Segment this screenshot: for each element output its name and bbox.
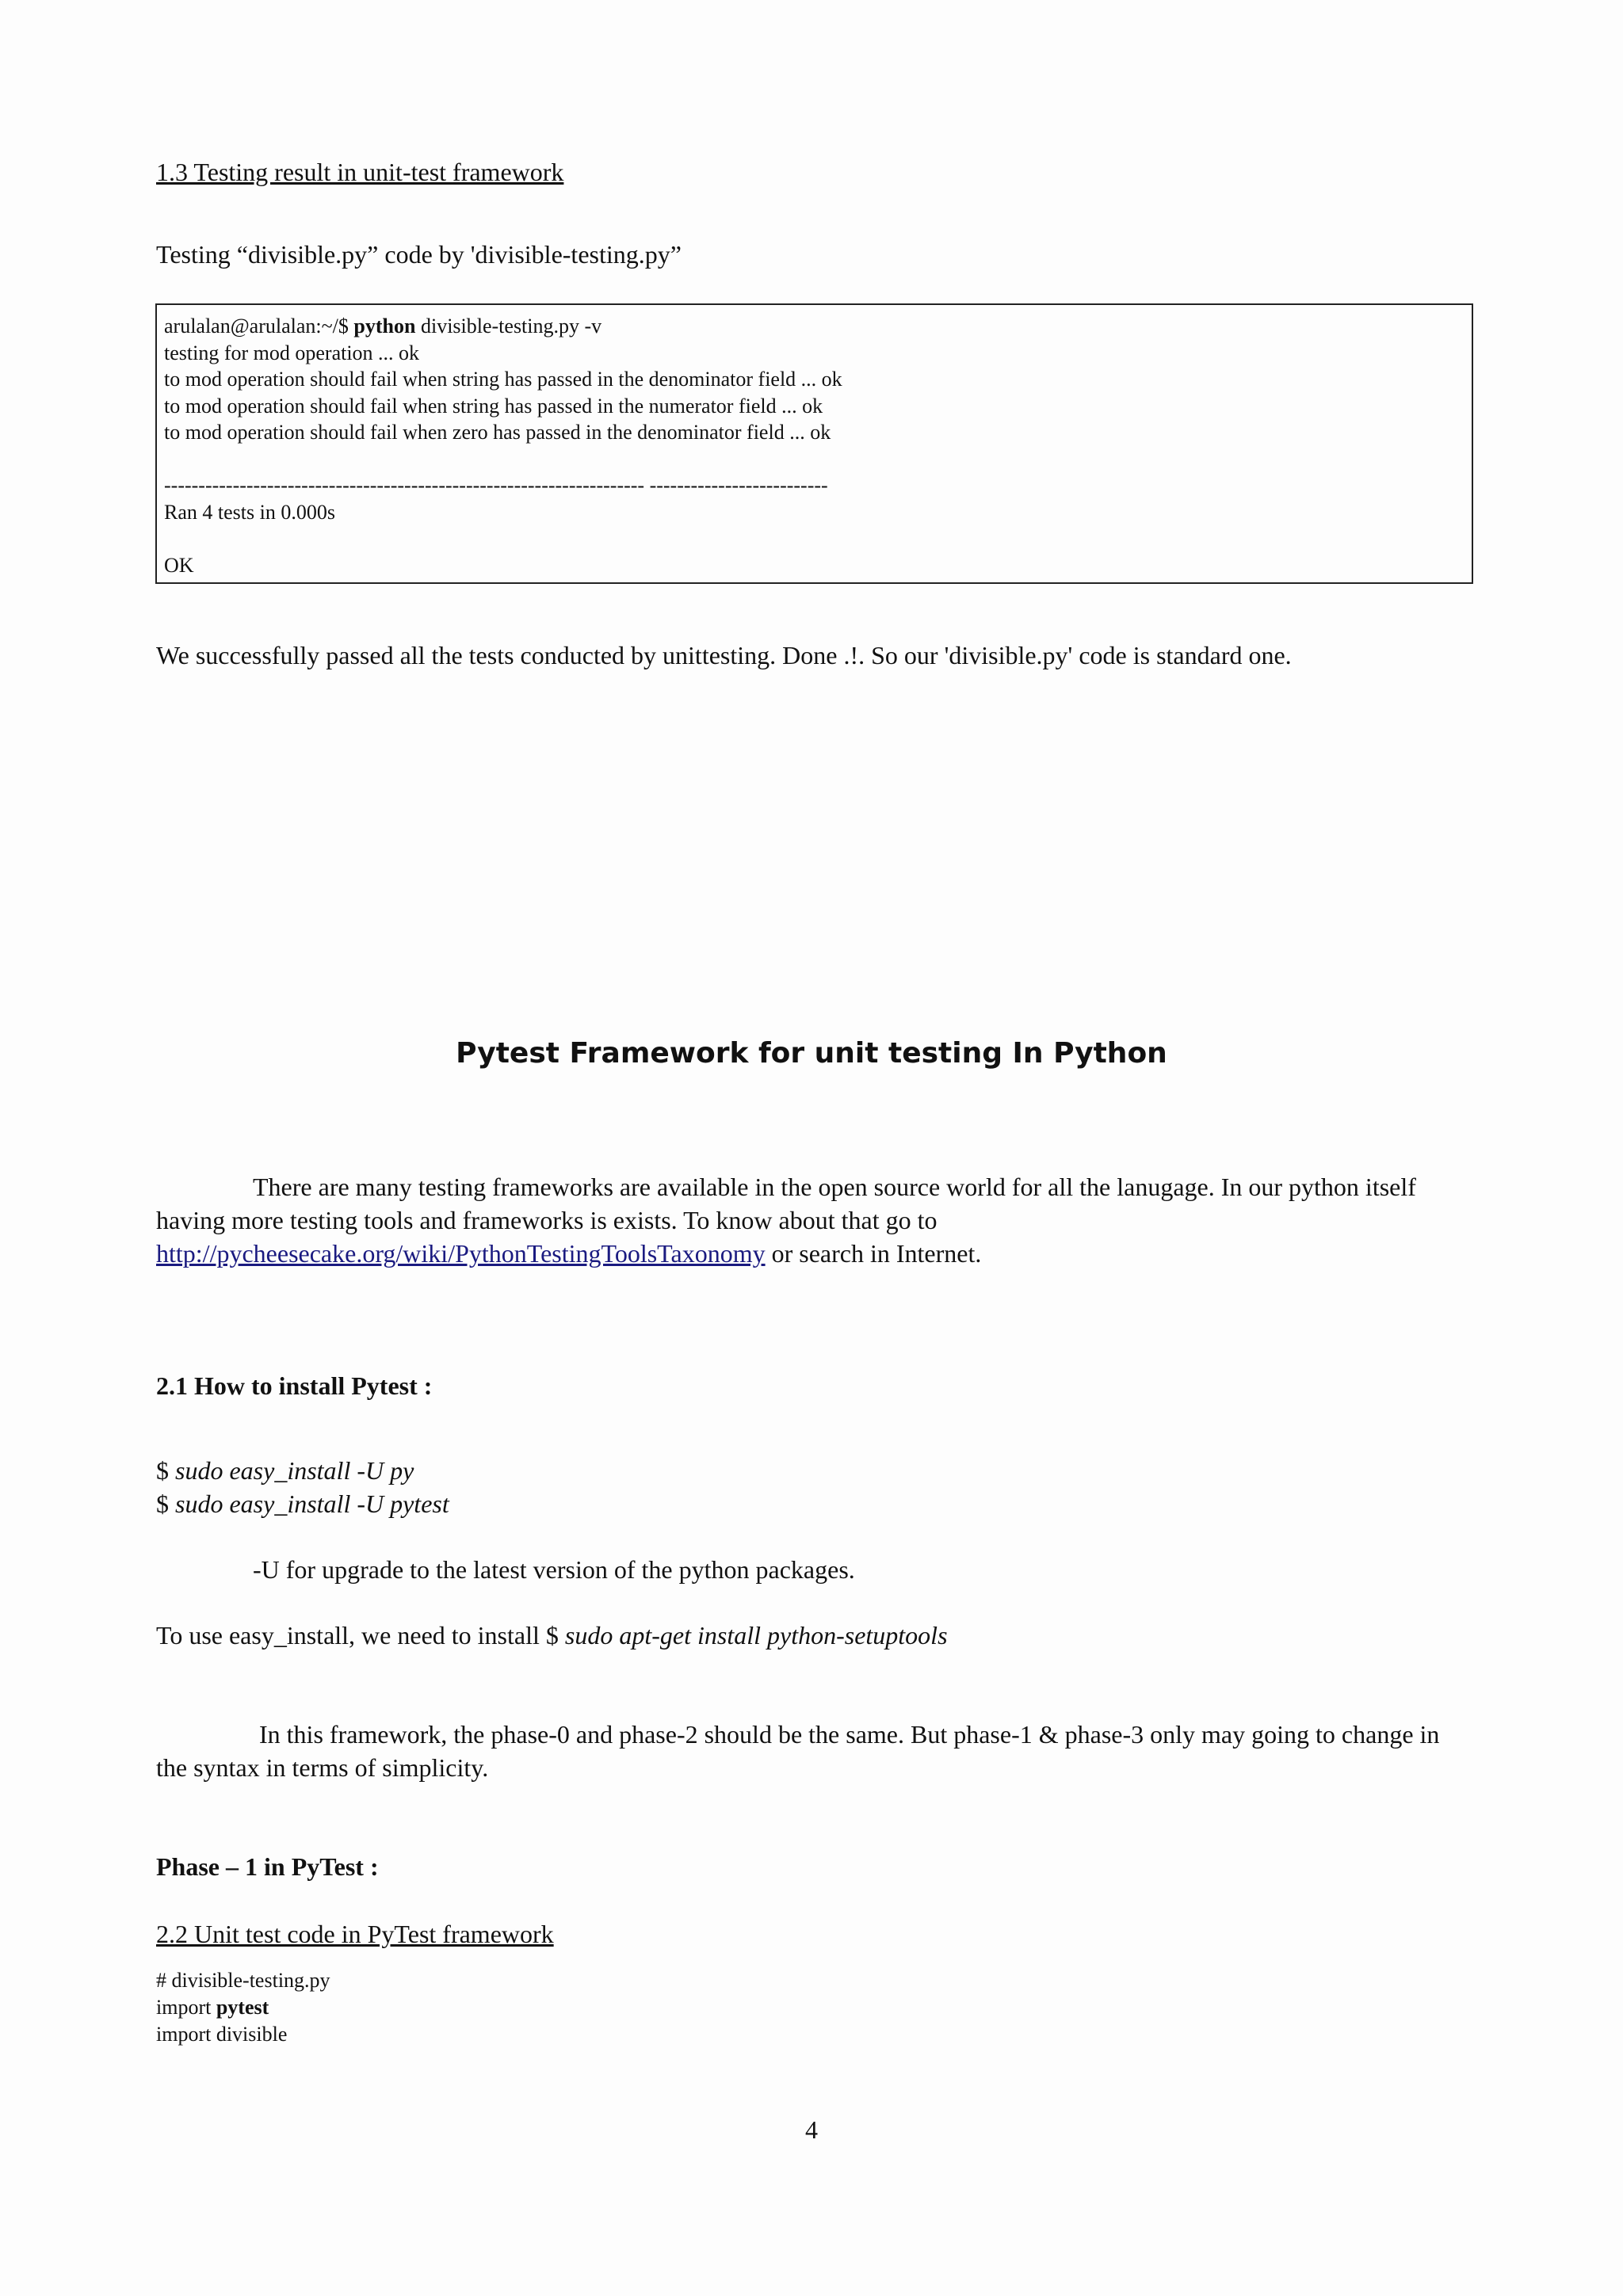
- section-heading-2-1: 2.1 How to install Pytest :: [156, 1371, 433, 1400]
- intro-after-link: or search in Internet.: [765, 1239, 982, 1268]
- cmd-prefix: $: [156, 1489, 175, 1518]
- taxonomy-link[interactable]: http://pycheesecake.org/wiki/PythonTestingToolsTaxonomy: [156, 1239, 766, 1268]
- code-keyword: import: [156, 1996, 216, 2019]
- terminal-command-line: [164, 313, 1465, 340]
- terminal-blank: [164, 525, 1465, 552]
- terminal-line: to mod operation should fail when string has passed in the denominator field ... ok: [164, 368, 842, 391]
- intro-paragraph: [156, 1170, 1472, 1270]
- intro-text: There are many testing frameworks are available in the open source world for all the lanugage. In our python itself having more testing tools and frameworks is exists. To know about that go to: [156, 1173, 1416, 1234]
- pytest-section-title: Pytest Framework for unit testing In Python: [456, 1037, 1167, 1070]
- code-comment: # divisible-testing.py: [156, 1969, 330, 1992]
- testing-description: Testing “divisible.py” code by 'divisible-testing.py”: [156, 240, 682, 269]
- section-heading-2-2: 2.2 Unit test code in PyTest framework: [156, 1920, 554, 1948]
- terminal-command: python: [353, 315, 416, 338]
- page-number: 4: [805, 2115, 818, 2144]
- easy-install-cmd: sudo apt-get install python-setuptools: [564, 1621, 948, 1650]
- section-heading-1-3: 1.3 Testing result in unit-test framework: [156, 158, 564, 186]
- easy-install-text: To use easy_install, we need to install $: [156, 1621, 565, 1650]
- terminal-args: divisible-testing.py -v: [415, 315, 602, 338]
- terminal-output-box: [155, 303, 1473, 584]
- cmd-prefix: $: [156, 1456, 175, 1485]
- terminal-prompt: arulalan@arulalan:~/$: [164, 315, 354, 338]
- framework-paragraph: [156, 1718, 1472, 1784]
- terminal-blank: [164, 446, 1465, 473]
- success-paragraph: We successfully passed all the tests conducted by unittesting. Done .!. So our 'divisible.py' code is standard one.: [156, 641, 1292, 669]
- terminal-ran-summary: Ran 4 tests in 0.000s: [164, 500, 335, 524]
- cmd-text: sudo easy_install -U py: [175, 1456, 414, 1485]
- terminal-line: to mod operation should fail when zero has passed in the denominator field ... ok: [164, 421, 831, 444]
- code-import-divisible: import divisible: [156, 2023, 288, 2046]
- terminal-result: OK: [164, 553, 194, 577]
- terminal-line: to mod operation should fail when string has passed in the numerator field ... ok: [164, 394, 823, 418]
- phase1-heading: Phase – 1 in PyTest :: [156, 1852, 379, 1881]
- install-command-pytest: [156, 1487, 449, 1520]
- code-snippet: [156, 1967, 330, 2048]
- terminal-line: testing for mod operation ... ok: [164, 341, 420, 364]
- cmd-text: sudo easy_install -U pytest: [175, 1489, 449, 1518]
- upgrade-note: -U for upgrade to the latest version of the python packages.: [253, 1555, 855, 1584]
- framework-text: In this framework, the phase-0 and phase-2 should be the same. But phase-1 & phase-3 only may going to change in the syntax in terms of simplicity.: [156, 1720, 1440, 1782]
- terminal-separator: ---------------------------------------------------------------------- --------------------------: [164, 474, 828, 497]
- code-module: pytest: [216, 1996, 269, 2019]
- code-import-pytest: [156, 1994, 330, 2021]
- install-command-py: [156, 1454, 414, 1487]
- easy-install-note: [156, 1619, 948, 1652]
